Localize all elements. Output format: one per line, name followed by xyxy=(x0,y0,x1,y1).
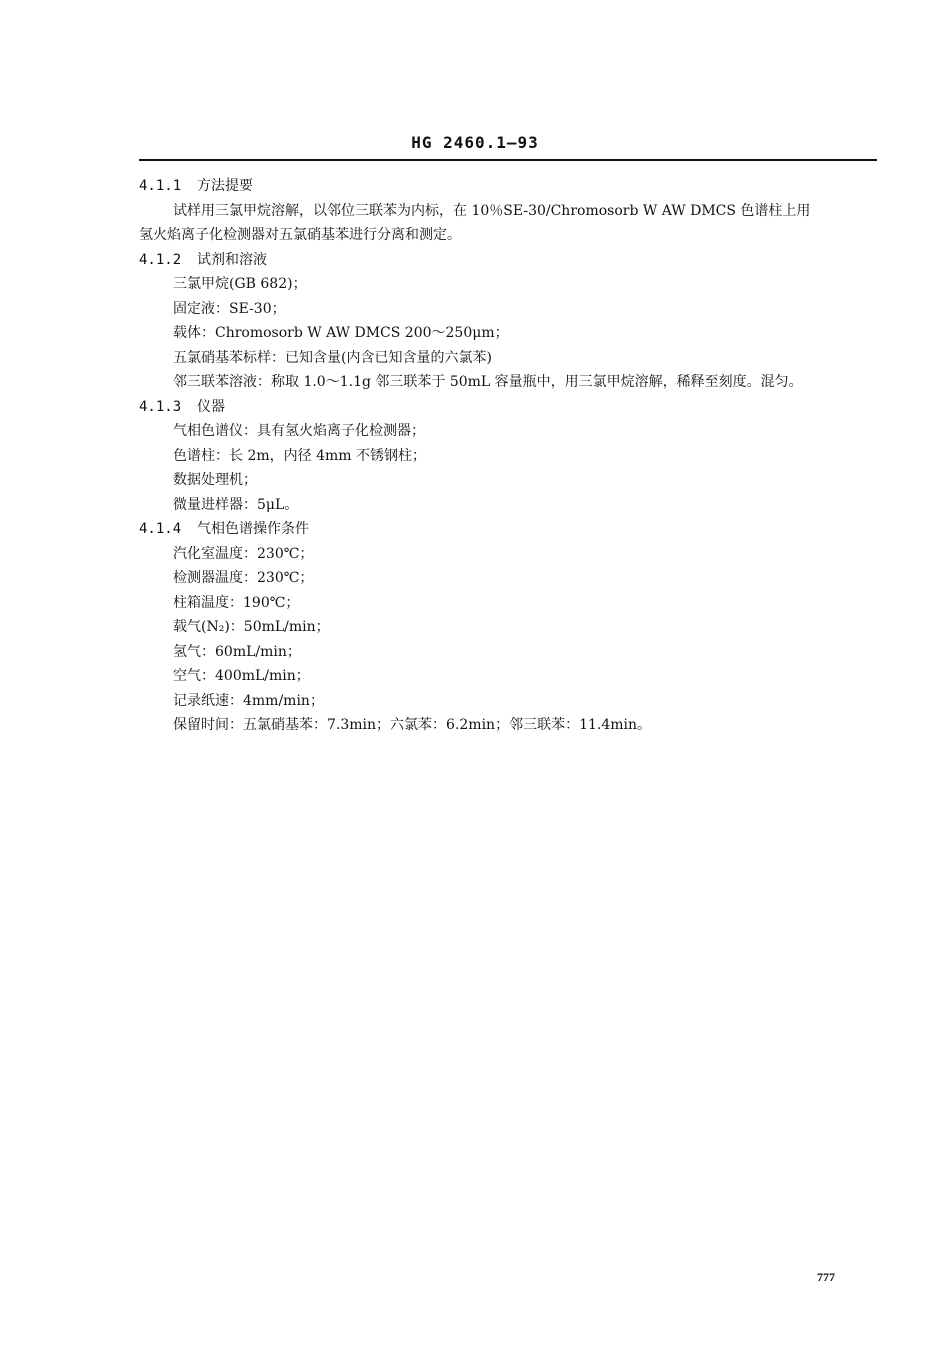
section-number: 4.1.1 xyxy=(139,178,182,194)
section-heading-4-1-4 xyxy=(139,517,884,542)
list-item: 柱箱温度：190℃； xyxy=(173,594,300,611)
list-item: 氢气：60mL/min； xyxy=(173,643,301,660)
section-title: 仪器 xyxy=(197,398,225,415)
list-item: 检测器温度：230℃； xyxy=(173,570,314,586)
header-rule xyxy=(139,159,877,161)
list-item: 三氯甲烷(GB 682)； xyxy=(173,276,307,292)
section-title: 气相色谱操作条件 xyxy=(197,521,309,537)
section-heading-4-1-2 xyxy=(139,248,884,273)
paragraph-line: 试样用三氯甲烷溶解，以邻位三联苯为内标，在 10％SE-30/Chromosorb W AW DMCS 色谱柱上用 xyxy=(173,202,811,219)
page-number: 777 xyxy=(817,1270,835,1284)
list-item: 色谱柱：长 2m，内径 4mm 不锈钢柱； xyxy=(173,447,426,464)
list-item: 载体：Chromosorb W AW DMCS 200～250μm； xyxy=(173,325,509,341)
section-heading-4-1-3 xyxy=(139,395,884,420)
list-item: 气相色谱仪：具有氢火焰离子化检测器； xyxy=(173,423,425,439)
section-number: 4.1.2 xyxy=(139,251,182,268)
section-number: 4.1.4 xyxy=(139,521,182,537)
list-item: 邻三联苯溶液：称取 1.0～1.1g 邻三联苯于 50mL 容量瓶中，用三氯甲烷溶解，稀释至刻度。混匀。 xyxy=(173,374,803,390)
list-item: 记录纸速：4mm/min； xyxy=(173,692,324,709)
list-item: 汽化室温度：230℃； xyxy=(173,545,314,562)
list-item: 五氯硝基苯标样：已知含量(内含已知含量的六氯苯) xyxy=(173,349,492,366)
document-body xyxy=(139,174,884,738)
section-number: 4.1.3 xyxy=(139,398,182,415)
list-item: 微量进样器：5μL。 xyxy=(173,496,299,513)
section-title: 试剂和溶液 xyxy=(197,251,267,268)
document-header: HG 2460.1—93 xyxy=(411,133,539,152)
section-title: 方法提要 xyxy=(197,178,253,194)
section-heading-4-1-1 xyxy=(139,174,884,199)
list-item: 数据处理机； xyxy=(173,472,257,488)
list-item: 固定液：SE-30； xyxy=(173,300,286,317)
list-item: 保留时间：五氯硝基苯：7.3min；六氯苯：6.2min；邻三联苯：11.4min。 xyxy=(173,717,652,733)
list-item: 空气：400mL/min； xyxy=(173,668,310,684)
paragraph-line: 氢火焰离子化检测器对五氯硝基苯进行分离和测定。 xyxy=(139,227,461,243)
list-item: 载气(N₂)：50mL/min； xyxy=(173,619,330,635)
